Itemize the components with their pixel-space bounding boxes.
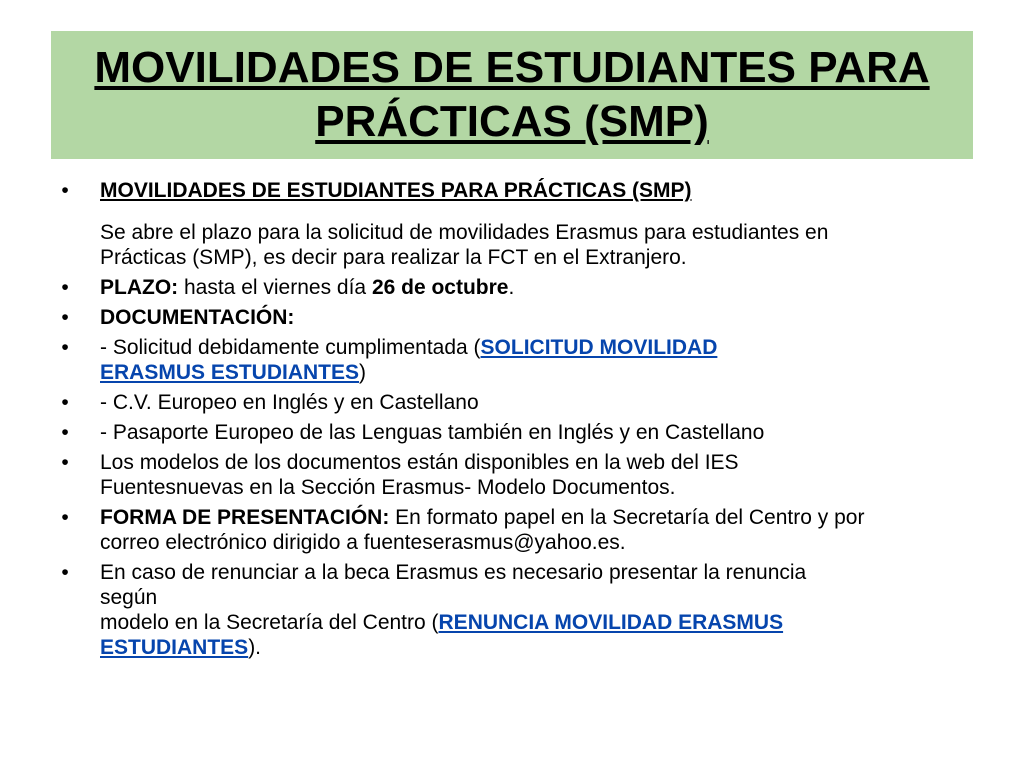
solicitud-text: - Solicitud debidamente cumplimentada ( <box>100 336 481 359</box>
page-title-line-1: MOVILIDADES DE ESTUDIANTES PARA <box>94 43 930 92</box>
list-item-solicitud <box>58 335 800 385</box>
forma-text-2: correo electrónico dirigido a fuenteserasmus@yahoo.es. <box>100 531 626 554</box>
slide-content <box>58 178 958 665</box>
bullet: • <box>61 336 69 359</box>
plazo-end: . <box>508 276 515 299</box>
list-item-documentacion <box>58 305 958 330</box>
cv-text: - C.V. Europeo en Inglés y en Castellano <box>100 391 479 414</box>
solicitud-close: ) <box>359 361 367 384</box>
list-item-renuncia <box>58 560 860 660</box>
bullet: • <box>61 451 69 474</box>
plazo-date: 26 de octubre <box>371 276 509 299</box>
modelos-line-1: Los modelos de los documentos están disponibles en la web del IES <box>100 451 739 474</box>
forma-label: FORMA DE PRESENTACIÓN: <box>100 506 390 529</box>
renuncia-close: ). <box>248 636 262 659</box>
section-heading: MOVILIDADES DE ESTUDIANTES PARA PRÁCTICAS (SMP) <box>100 179 692 202</box>
renuncia-line-1: En caso de renunciar a la beca Erasmus es necesario presentar la renuncia según <box>100 561 807 609</box>
title-banner <box>51 31 973 159</box>
list-item-modelos <box>58 450 958 500</box>
solicitud-movilidad-link[interactable]: SOLICITUD MOVILIDAD ERASMUS ESTUDIANTES <box>100 336 718 384</box>
list-item-cv <box>58 390 958 415</box>
modelos-line-2: Fuentesnuevas en la Sección Erasmus- Modelo Documentos. <box>100 476 676 499</box>
bullet: • <box>61 561 69 584</box>
list-item-pasaporte <box>58 420 958 445</box>
page-title-line-2: PRÁCTICAS (SMP) <box>315 97 709 146</box>
plazo-label: PLAZO: <box>100 276 179 299</box>
list-item-heading <box>58 178 958 203</box>
bullet: • <box>61 276 69 299</box>
bullet: • <box>61 179 69 202</box>
bullet: • <box>61 421 69 444</box>
documentacion-label: DOCUMENTACIÓN: <box>100 306 295 329</box>
renuncia-text: modelo en la Secretaría del Centro ( <box>100 611 439 634</box>
forma-text-1: En formato papel en la Secretaría del Centro y por <box>389 506 865 529</box>
renuncia-movilidad-link[interactable]: RENUNCIA MOVILIDAD ERASMUS ESTUDIANTES <box>100 611 784 659</box>
intro-line-2: Prácticas (SMP), es decir para realizar la FCT en el Extranjero. <box>100 246 687 269</box>
bullet: • <box>61 306 69 329</box>
list-item-plazo <box>58 275 958 300</box>
bullet: • <box>61 391 69 414</box>
bullet: • <box>61 506 69 529</box>
pasaporte-text: - Pasaporte Europeo de las Lenguas también en Inglés y en Castellano <box>100 421 765 444</box>
intro-paragraph <box>58 220 958 270</box>
list-item-forma <box>58 505 958 555</box>
plazo-text: hasta el viernes día <box>178 276 372 299</box>
intro-line-1: Se abre el plazo para la solicitud de movilidades Erasmus para estudiantes en <box>100 221 829 244</box>
